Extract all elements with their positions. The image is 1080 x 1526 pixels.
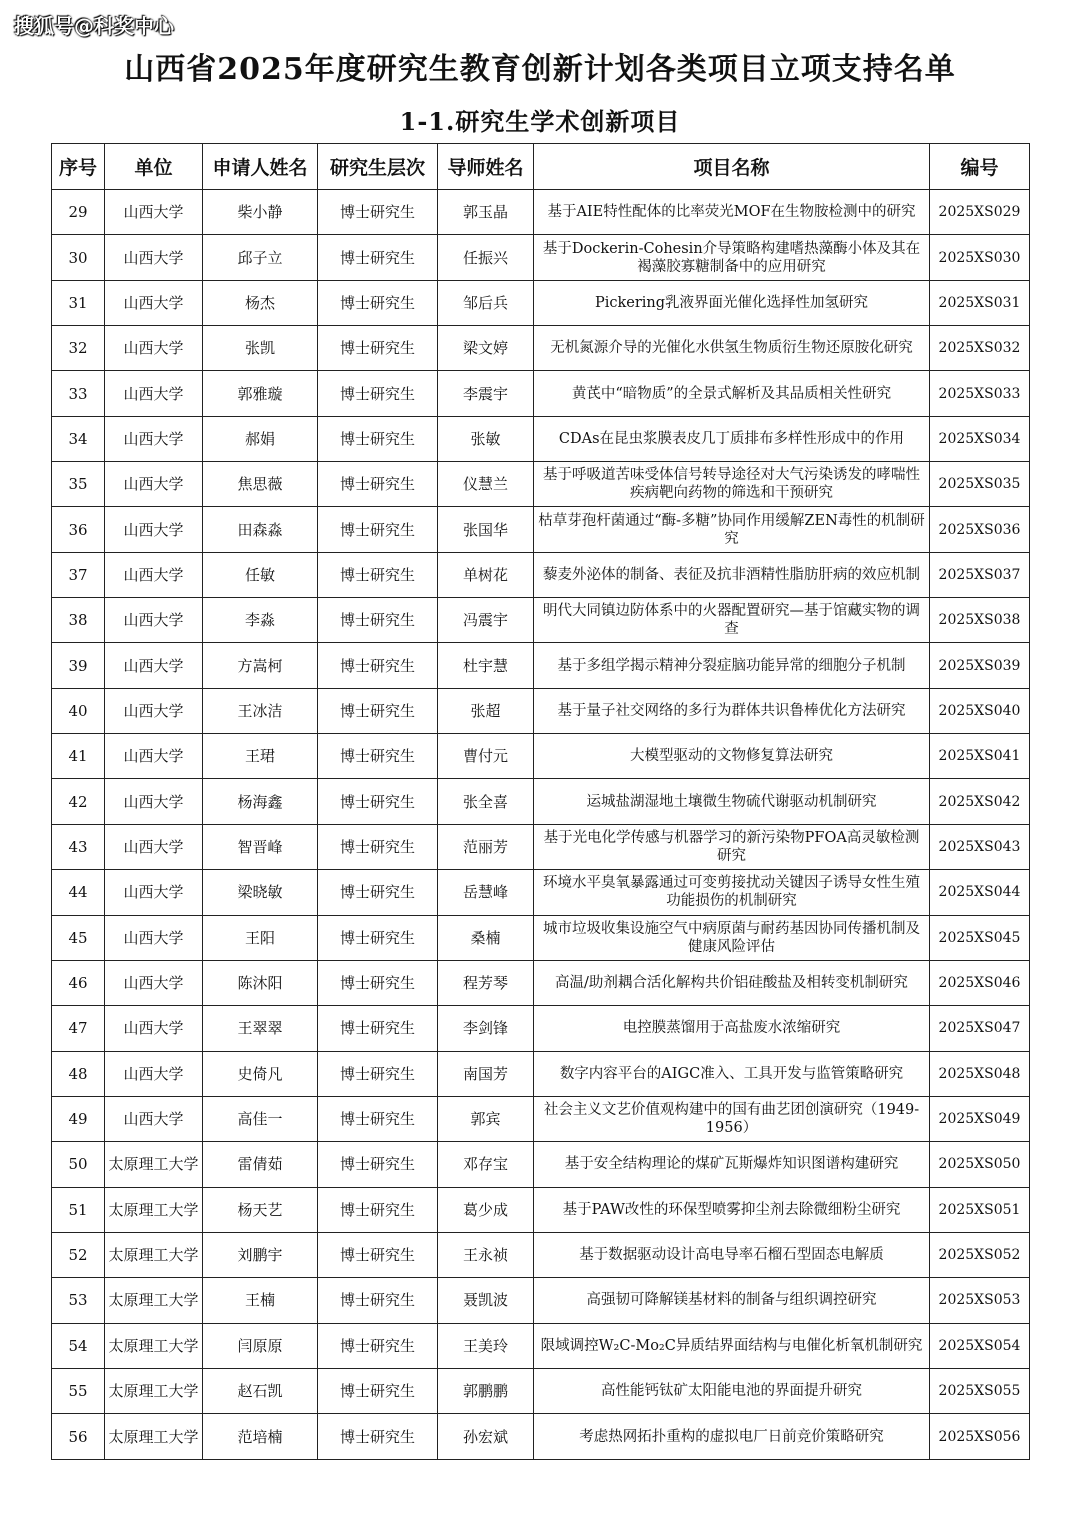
cell-level: 博士研究生 <box>318 643 438 688</box>
cell-code: 2025XS029 <box>930 190 1030 235</box>
cell-no: 54 <box>52 1323 105 1368</box>
cell-project: 基于安全结构理论的煤矿瓦斯爆炸知识图谱构建研究 <box>534 1142 930 1187</box>
cell-advisor: 南国芳 <box>438 1051 534 1096</box>
cell-no: 43 <box>52 824 105 869</box>
cell-applicant: 李淼 <box>203 598 318 643</box>
cell-no: 49 <box>52 1096 105 1141</box>
cell-project: 基于光电化学传感与机器学习的新污染物PFOA高灵敏检测研究 <box>534 824 930 869</box>
cell-level: 博士研究生 <box>318 416 438 461</box>
cell-no: 48 <box>52 1051 105 1096</box>
table-row <box>52 552 1030 597</box>
cell-unit: 山西大学 <box>105 779 203 824</box>
cell-project: 高温/助剂耦合活化解构共价铝硅酸盐及相转变机制研究 <box>534 960 930 1005</box>
cell-applicant: 郝娟 <box>203 416 318 461</box>
cell-code: 2025XS050 <box>930 1142 1030 1187</box>
cell-project: 基于多组学揭示精神分裂症脑功能异常的细胞分子机制 <box>534 643 930 688</box>
cell-level: 博士研究生 <box>318 507 438 552</box>
cell-code: 2025XS034 <box>930 416 1030 461</box>
table-row <box>52 1368 1030 1413</box>
column-header-applicant: 申请人姓名 <box>203 144 318 190</box>
cell-applicant: 王楠 <box>203 1278 318 1323</box>
cell-unit: 山西大学 <box>105 507 203 552</box>
cell-advisor: 邹后兵 <box>438 280 534 325</box>
cell-no: 47 <box>52 1006 105 1051</box>
cell-code: 2025XS047 <box>930 1006 1030 1051</box>
cell-no: 46 <box>52 960 105 1005</box>
cell-applicant: 梁晓敏 <box>203 870 318 915</box>
column-header-unit: 单位 <box>105 144 203 190</box>
cell-advisor: 程芳琴 <box>438 960 534 1005</box>
cell-unit: 太原理工大学 <box>105 1323 203 1368</box>
cell-code: 2025XS042 <box>930 779 1030 824</box>
section-title: 1-1.研究生学术创新项目 <box>399 107 681 136</box>
cell-level: 博士研究生 <box>318 326 438 371</box>
table-body <box>52 190 1030 1460</box>
cell-level: 博士研究生 <box>318 1368 438 1413</box>
cell-applicant: 王翠翠 <box>203 1006 318 1051</box>
cell-advisor: 任振兴 <box>438 235 534 280</box>
cell-advisor: 李震宇 <box>438 371 534 416</box>
cell-level: 博士研究生 <box>318 235 438 280</box>
cell-level: 博士研究生 <box>318 1232 438 1277</box>
cell-applicant: 杨天艺 <box>203 1187 318 1232</box>
cell-advisor: 张超 <box>438 688 534 733</box>
cell-applicant: 范培楠 <box>203 1414 318 1460</box>
cell-no: 29 <box>52 190 105 235</box>
table-row <box>52 1278 1030 1323</box>
cell-project: 环境水平臭氧暴露通过可变剪接扰动关键因子诱导女性生殖功能损伤的机制研究 <box>534 870 930 915</box>
cell-applicant: 张凯 <box>203 326 318 371</box>
table-row <box>52 1323 1030 1368</box>
cell-unit: 山西大学 <box>105 960 203 1005</box>
table-row <box>52 1051 1030 1096</box>
cell-unit: 山西大学 <box>105 870 203 915</box>
cell-code: 2025XS044 <box>930 870 1030 915</box>
cell-advisor: 杜宇慧 <box>438 643 534 688</box>
cell-project: 黄芪中“暗物质”的全景式解析及其品质相关性研究 <box>534 371 930 416</box>
cell-advisor: 郭玉晶 <box>438 190 534 235</box>
cell-level: 博士研究生 <box>318 688 438 733</box>
table-row <box>52 280 1030 325</box>
cell-advisor: 张敏 <box>438 416 534 461</box>
cell-advisor: 王永祯 <box>438 1232 534 1277</box>
cell-code: 2025XS054 <box>930 1323 1030 1368</box>
cell-code: 2025XS049 <box>930 1096 1030 1141</box>
cell-code: 2025XS031 <box>930 280 1030 325</box>
cell-level: 博士研究生 <box>318 779 438 824</box>
cell-applicant: 焦思薇 <box>203 462 318 507</box>
cell-project: 无机氮源介导的光催化水供氢生物质衍生物还原胺化研究 <box>534 326 930 371</box>
cell-applicant: 王冰洁 <box>203 688 318 733</box>
table-row <box>52 643 1030 688</box>
cell-unit: 山西大学 <box>105 734 203 779</box>
cell-level: 博士研究生 <box>318 1187 438 1232</box>
cell-code: 2025XS037 <box>930 552 1030 597</box>
table-row <box>52 824 1030 869</box>
cell-code: 2025XS051 <box>930 1187 1030 1232</box>
cell-unit: 山西大学 <box>105 371 203 416</box>
table-row <box>52 1006 1030 1051</box>
cell-level: 博士研究生 <box>318 371 438 416</box>
cell-unit: 山西大学 <box>105 1051 203 1096</box>
cell-no: 52 <box>52 1232 105 1277</box>
cell-code: 2025XS033 <box>930 371 1030 416</box>
cell-level: 博士研究生 <box>318 190 438 235</box>
cell-applicant: 田森淼 <box>203 507 318 552</box>
cell-project: 考虑热网拓扑重构的虚拟电厂日前竞价策略研究 <box>534 1414 930 1460</box>
cell-unit: 山西大学 <box>105 1006 203 1051</box>
table-row <box>52 416 1030 461</box>
table-row <box>52 870 1030 915</box>
column-header-level: 研究生层次 <box>318 144 438 190</box>
cell-unit: 山西大学 <box>105 280 203 325</box>
cell-unit: 山西大学 <box>105 1096 203 1141</box>
cell-applicant: 智晋峰 <box>203 824 318 869</box>
cell-code: 2025XS048 <box>930 1051 1030 1096</box>
cell-code: 2025XS052 <box>930 1232 1030 1277</box>
cell-level: 博士研究生 <box>318 1142 438 1187</box>
cell-advisor: 葛少成 <box>438 1187 534 1232</box>
cell-advisor: 仪慧兰 <box>438 462 534 507</box>
cell-level: 博士研究生 <box>318 552 438 597</box>
cell-code: 2025XS041 <box>930 734 1030 779</box>
cell-no: 40 <box>52 688 105 733</box>
cell-applicant: 方嵩柯 <box>203 643 318 688</box>
cell-project: 基于量子社交网络的多行为群体共识鲁棒优化方法研究 <box>534 688 930 733</box>
cell-unit: 山西大学 <box>105 326 203 371</box>
cell-no: 30 <box>52 235 105 280</box>
cell-unit: 山西大学 <box>105 235 203 280</box>
table-row <box>52 1142 1030 1187</box>
cell-unit: 山西大学 <box>105 462 203 507</box>
cell-applicant: 赵石凯 <box>203 1368 318 1413</box>
cell-project: 数字内容平台的AIGC准入、工具开发与监管策略研究 <box>534 1051 930 1096</box>
table-row <box>52 1414 1030 1460</box>
cell-code: 2025XS043 <box>930 824 1030 869</box>
column-header-project: 项目名称 <box>534 144 930 190</box>
cell-project: 明代大同镇边防体系中的火器配置研究—基于馆藏实物的调查 <box>534 598 930 643</box>
watermark: 搜狐号@科奖中心 <box>14 14 174 38</box>
cell-applicant: 柴小静 <box>203 190 318 235</box>
cell-project: 高强韧可降解镁基材料的制备与组织调控研究 <box>534 1278 930 1323</box>
cell-level: 博士研究生 <box>318 1278 438 1323</box>
cell-no: 34 <box>52 416 105 461</box>
cell-code: 2025XS032 <box>930 326 1030 371</box>
cell-code: 2025XS046 <box>930 960 1030 1005</box>
cell-project: 城市垃圾收集设施空气中病原菌与耐药基因协同传播机制及健康风险评估 <box>534 915 930 960</box>
cell-applicant: 杨杰 <box>203 280 318 325</box>
cell-project: 基于呼吸道苦味受体信号转导途径对大气污染诱发的哮喘性疾病靶向药物的筛选和干预研究 <box>534 462 930 507</box>
cell-applicant: 杨海鑫 <box>203 779 318 824</box>
cell-advisor: 聂凯波 <box>438 1278 534 1323</box>
cell-unit: 山西大学 <box>105 598 203 643</box>
cell-advisor: 梁文婷 <box>438 326 534 371</box>
table-row <box>52 915 1030 960</box>
table-row <box>52 598 1030 643</box>
cell-advisor: 王美玲 <box>438 1323 534 1368</box>
page-title: 山西省2025年度研究生教育创新计划各类项目立项支持名单 <box>124 52 956 87</box>
cell-level: 博士研究生 <box>318 1006 438 1051</box>
cell-advisor: 岳慧峰 <box>438 870 534 915</box>
cell-code: 2025XS056 <box>930 1414 1030 1460</box>
cell-no: 41 <box>52 734 105 779</box>
cell-project: 运城盐湖湿地土壤微生物硫代谢驱动机制研究 <box>534 779 930 824</box>
cell-applicant: 任敏 <box>203 552 318 597</box>
table-row <box>52 1232 1030 1277</box>
table-row <box>52 507 1030 552</box>
cell-no: 32 <box>52 326 105 371</box>
cell-unit: 山西大学 <box>105 643 203 688</box>
cell-advisor: 单树花 <box>438 552 534 597</box>
column-header-advisor: 导师姓名 <box>438 144 534 190</box>
cell-no: 31 <box>52 280 105 325</box>
cell-unit: 山西大学 <box>105 190 203 235</box>
cell-level: 博士研究生 <box>318 824 438 869</box>
cell-no: 50 <box>52 1142 105 1187</box>
cell-advisor: 冯震宇 <box>438 598 534 643</box>
cell-unit: 山西大学 <box>105 915 203 960</box>
cell-level: 博士研究生 <box>318 915 438 960</box>
cell-code: 2025XS040 <box>930 688 1030 733</box>
cell-code: 2025XS055 <box>930 1368 1030 1413</box>
table-row <box>52 326 1030 371</box>
table-row <box>52 235 1030 280</box>
cell-code: 2025XS053 <box>930 1278 1030 1323</box>
cell-level: 博士研究生 <box>318 598 438 643</box>
table-row <box>52 960 1030 1005</box>
cell-advisor: 曹付元 <box>438 734 534 779</box>
cell-code: 2025XS035 <box>930 462 1030 507</box>
cell-no: 56 <box>52 1414 105 1460</box>
cell-level: 博士研究生 <box>318 960 438 1005</box>
project-table <box>51 143 1030 1460</box>
cell-applicant: 史倚凡 <box>203 1051 318 1096</box>
cell-applicant: 郭雅璇 <box>203 371 318 416</box>
cell-project: 藜麦外泌体的制备、表征及抗非酒精性脂肪肝病的效应机制 <box>534 552 930 597</box>
cell-advisor: 张全喜 <box>438 779 534 824</box>
cell-no: 36 <box>52 507 105 552</box>
table-row <box>52 190 1030 235</box>
cell-no: 45 <box>52 915 105 960</box>
table-row <box>52 779 1030 824</box>
cell-unit: 山西大学 <box>105 552 203 597</box>
cell-no: 42 <box>52 779 105 824</box>
cell-applicant: 高佳一 <box>203 1096 318 1141</box>
cell-level: 博士研究生 <box>318 1051 438 1096</box>
cell-project: 电控膜蒸馏用于高盐废水浓缩研究 <box>534 1006 930 1051</box>
cell-code: 2025XS045 <box>930 915 1030 960</box>
cell-advisor: 郭鹏鹏 <box>438 1368 534 1413</box>
table-header <box>52 144 1030 190</box>
cell-applicant: 邱子立 <box>203 235 318 280</box>
cell-project: Pickering乳液界面光催化选择性加氢研究 <box>534 280 930 325</box>
cell-project: 限域调控W₂C-Mo₂C异质结界面结构与电催化析氧机制研究 <box>534 1323 930 1368</box>
cell-applicant: 刘鹏宇 <box>203 1232 318 1277</box>
cell-level: 博士研究生 <box>318 1096 438 1141</box>
cell-project: 基于AIE特性配体的比率荧光MOF在生物胺检测中的研究 <box>534 190 930 235</box>
cell-no: 51 <box>52 1187 105 1232</box>
cell-no: 53 <box>52 1278 105 1323</box>
cell-code: 2025XS036 <box>930 507 1030 552</box>
cell-project: 社会主义文艺价值观构建中的国有曲艺团创演研究（1949-1956） <box>534 1096 930 1141</box>
cell-code: 2025XS030 <box>930 235 1030 280</box>
cell-level: 博士研究生 <box>318 870 438 915</box>
cell-code: 2025XS038 <box>930 598 1030 643</box>
cell-level: 博士研究生 <box>318 1323 438 1368</box>
cell-advisor: 张国华 <box>438 507 534 552</box>
cell-no: 37 <box>52 552 105 597</box>
cell-no: 33 <box>52 371 105 416</box>
table-row <box>52 734 1030 779</box>
cell-project: CDAs在昆虫浆膜表皮几丁质排布多样性形成中的作用 <box>534 416 930 461</box>
cell-unit: 太原理工大学 <box>105 1368 203 1413</box>
cell-applicant: 王珺 <box>203 734 318 779</box>
table-row <box>52 462 1030 507</box>
cell-advisor: 邓存宝 <box>438 1142 534 1187</box>
cell-applicant: 王阳 <box>203 915 318 960</box>
cell-project: 基于Dockerin-Cohesin介导策略构建嗜热藻酶小体及其在褐藻胶寡糖制备中的应用研究 <box>534 235 930 280</box>
cell-unit: 太原理工大学 <box>105 1232 203 1277</box>
cell-project: 基于PAW改性的环保型喷雾抑尘剂去除微细粉尘研究 <box>534 1187 930 1232</box>
column-header-no: 序号 <box>52 144 105 190</box>
table-row <box>52 371 1030 416</box>
cell-applicant: 雷倩茹 <box>203 1142 318 1187</box>
cell-unit: 太原理工大学 <box>105 1142 203 1187</box>
table-row <box>52 1187 1030 1232</box>
cell-project: 基于数据驱动设计高电导率石榴石型固态电解质 <box>534 1232 930 1277</box>
cell-no: 38 <box>52 598 105 643</box>
cell-unit: 山西大学 <box>105 688 203 733</box>
cell-level: 博士研究生 <box>318 734 438 779</box>
cell-level: 博士研究生 <box>318 1414 438 1460</box>
cell-code: 2025XS039 <box>930 643 1030 688</box>
cell-project: 高性能钙钛矿太阳能电池的界面提升研究 <box>534 1368 930 1413</box>
table-row <box>52 1096 1030 1141</box>
cell-no: 55 <box>52 1368 105 1413</box>
cell-applicant: 陈沐阳 <box>203 960 318 1005</box>
cell-advisor: 郭宾 <box>438 1096 534 1141</box>
cell-applicant: 闫原原 <box>203 1323 318 1368</box>
cell-no: 35 <box>52 462 105 507</box>
cell-project: 大模型驱动的文物修复算法研究 <box>534 734 930 779</box>
cell-advisor: 孙宏斌 <box>438 1414 534 1460</box>
column-header-code: 编号 <box>930 144 1030 190</box>
table-row <box>52 688 1030 733</box>
cell-unit: 太原理工大学 <box>105 1187 203 1232</box>
cell-advisor: 李剑锋 <box>438 1006 534 1051</box>
cell-no: 39 <box>52 643 105 688</box>
cell-unit: 山西大学 <box>105 416 203 461</box>
cell-level: 博士研究生 <box>318 462 438 507</box>
cell-advisor: 桑楠 <box>438 915 534 960</box>
cell-unit: 山西大学 <box>105 824 203 869</box>
cell-level: 博士研究生 <box>318 280 438 325</box>
cell-unit: 太原理工大学 <box>105 1278 203 1323</box>
cell-project: 枯草芽孢杆菌通过“酶-多糖”协同作用缓解ZEN毒性的机制研究 <box>534 507 930 552</box>
cell-unit: 太原理工大学 <box>105 1414 203 1460</box>
cell-no: 44 <box>52 870 105 915</box>
cell-advisor: 范丽芳 <box>438 824 534 869</box>
